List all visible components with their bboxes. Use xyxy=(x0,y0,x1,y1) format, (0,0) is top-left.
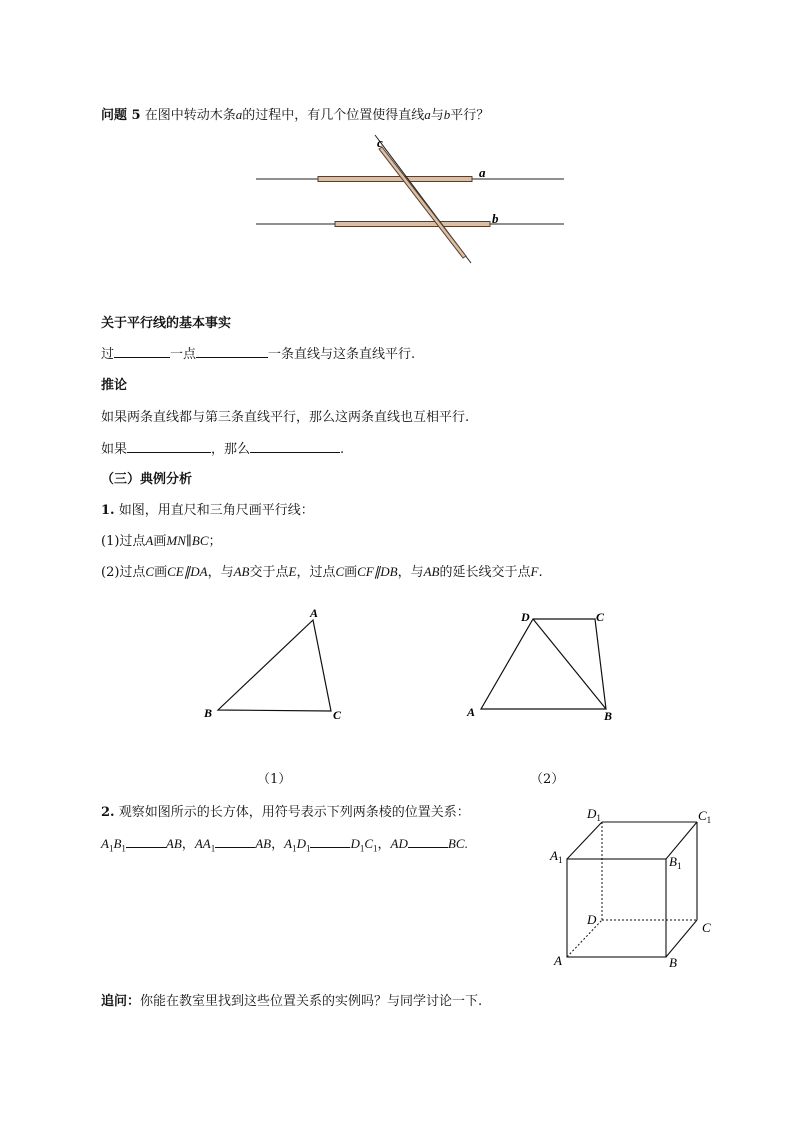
vertex-D1: $D_1$ xyxy=(587,806,601,823)
trapezoid-figure xyxy=(462,605,622,725)
question-5 xyxy=(101,104,489,123)
point-C: C xyxy=(335,564,345,579)
label-a: a xyxy=(479,165,486,180)
label-b: b xyxy=(492,211,499,226)
step-text: 画 xyxy=(154,565,168,580)
blank xyxy=(250,440,340,453)
caption-1: （1） xyxy=(257,772,292,787)
edge-text: AD xyxy=(390,836,408,851)
subscript: 1 xyxy=(305,843,311,854)
step-text: (1)过点 xyxy=(101,534,146,549)
follow-up-text: 你能在教室里找到这些位置关系的实例吗？与同学讨论一下. xyxy=(140,994,483,1009)
step-text: ，与 xyxy=(397,565,424,580)
blank xyxy=(310,835,350,848)
vertex-B: B xyxy=(669,955,677,970)
line-BC: BC xyxy=(191,533,209,548)
label-c: c xyxy=(377,135,383,150)
edge-text: A xyxy=(284,836,293,851)
fact-heading: 关于平行线的基本事实 xyxy=(101,316,232,331)
vertex-C: C xyxy=(702,920,711,935)
triangle-figure xyxy=(200,605,350,725)
example-2-relations xyxy=(101,833,468,854)
edge-text: AB xyxy=(255,836,272,851)
fill-then: ，那么 xyxy=(211,442,251,457)
blank xyxy=(408,835,448,848)
example-number: 2. xyxy=(101,805,115,820)
fill-if: 如果 xyxy=(101,442,128,457)
step-text: ； xyxy=(208,534,222,549)
step-text: ，过点 xyxy=(296,565,336,580)
corollary-heading: 推论 xyxy=(101,378,128,393)
separator: . xyxy=(464,836,468,851)
example-number: 1. xyxy=(101,503,115,518)
point-A: A xyxy=(145,533,154,548)
step-text: ，与 xyxy=(207,565,234,580)
separator: ， xyxy=(377,837,391,852)
vertex-B1: $B_1$ xyxy=(669,854,682,871)
fact-text-2: 一点 xyxy=(170,347,197,362)
vertex-A: A xyxy=(467,705,476,719)
edge-text: D xyxy=(296,836,306,851)
subscript: 1 xyxy=(108,843,114,854)
subscript: 1 xyxy=(210,843,216,854)
edge-text: C xyxy=(364,836,374,851)
example-2 xyxy=(101,801,470,820)
separator: ， xyxy=(271,837,285,852)
question-text-mid: 的过程中，有几个位置使得直线 xyxy=(242,108,425,123)
example-1-step-1 xyxy=(101,530,222,549)
line-CF-DB: CF∥DB xyxy=(357,564,398,579)
examples-heading: （三）典例分析 xyxy=(101,472,193,487)
edge-text: AA xyxy=(194,836,211,851)
follow-up-label: 追问： xyxy=(101,994,141,1009)
example-1 xyxy=(101,499,314,518)
fill-end: . xyxy=(340,442,345,457)
edge-text: BC xyxy=(447,836,465,851)
blank xyxy=(215,835,255,848)
var-a: a xyxy=(424,107,431,122)
step-text: (2)过点 xyxy=(101,565,146,580)
step-text: 画 xyxy=(153,534,167,549)
example-1-step-2 xyxy=(101,561,543,580)
vertex-B: B xyxy=(204,706,213,720)
vertex-D: D xyxy=(521,610,530,624)
fact-statement xyxy=(101,343,415,362)
line-AB: AB xyxy=(423,564,440,579)
vertex-C: C xyxy=(333,708,342,722)
edge-text: AB xyxy=(165,836,182,851)
vertex-A: A xyxy=(554,953,562,968)
subscript: 1 xyxy=(292,843,297,854)
line-CE-DA: CE∥DA xyxy=(167,564,208,579)
point-C: C xyxy=(145,564,155,579)
vertex-C: C xyxy=(596,610,605,624)
edge-text: D xyxy=(350,836,360,851)
subscript: 1 xyxy=(121,843,126,854)
vertex-A: A xyxy=(310,606,319,620)
question-text: 在图中转动木条 xyxy=(144,108,236,123)
vertex-B: B xyxy=(604,709,613,723)
edge-text: B xyxy=(113,836,122,851)
step-text: 交于点 xyxy=(249,565,289,580)
caption-2: （2） xyxy=(530,772,565,787)
fact-text-1: 过 xyxy=(101,347,115,362)
fact-text-3: 一条直线与这条直线平行. xyxy=(268,347,416,362)
question-text-and: 与 xyxy=(430,108,444,123)
blank xyxy=(127,440,211,453)
var-a: a xyxy=(235,107,243,122)
vertex-A1: $A_1$ xyxy=(550,848,563,865)
step-text: 画 xyxy=(344,565,358,580)
line-MN: MN xyxy=(166,533,186,548)
subscript: 1 xyxy=(373,843,378,854)
point-E: E xyxy=(288,564,297,579)
cuboid-figure xyxy=(545,800,725,975)
edge-text: A xyxy=(101,836,109,851)
step-text: . xyxy=(538,565,543,580)
example-text: 观察如图所示的长方体，用符号表示下列两条棱的位置关系： xyxy=(118,805,470,820)
parallel-sticks-figure xyxy=(250,135,570,270)
blank xyxy=(196,345,268,358)
line-AB: AB xyxy=(233,564,250,579)
example-text: 如图，用直尺和三角尺画平行线： xyxy=(118,503,314,518)
question-label: 问题 5 xyxy=(101,108,141,123)
follow-up xyxy=(101,990,482,1009)
subscript: 1 xyxy=(359,843,365,854)
corollary-fill xyxy=(101,438,344,457)
vertex-C1: $C_1$ xyxy=(698,808,712,825)
corollary-statement: 如果两条直线都与第三条直线平行，那么这两条直线也互相平行. xyxy=(101,410,470,425)
point-F: F xyxy=(530,564,539,579)
separator: ， xyxy=(181,837,195,852)
question-text-end: 平行？ xyxy=(450,108,490,123)
var-b: b xyxy=(443,107,451,122)
blank xyxy=(114,345,170,358)
blank xyxy=(126,835,166,848)
step-text: 的延长线交于点 xyxy=(439,565,531,580)
vertex-D: D xyxy=(587,912,597,927)
parallel-symbol: ∥ xyxy=(185,534,192,549)
